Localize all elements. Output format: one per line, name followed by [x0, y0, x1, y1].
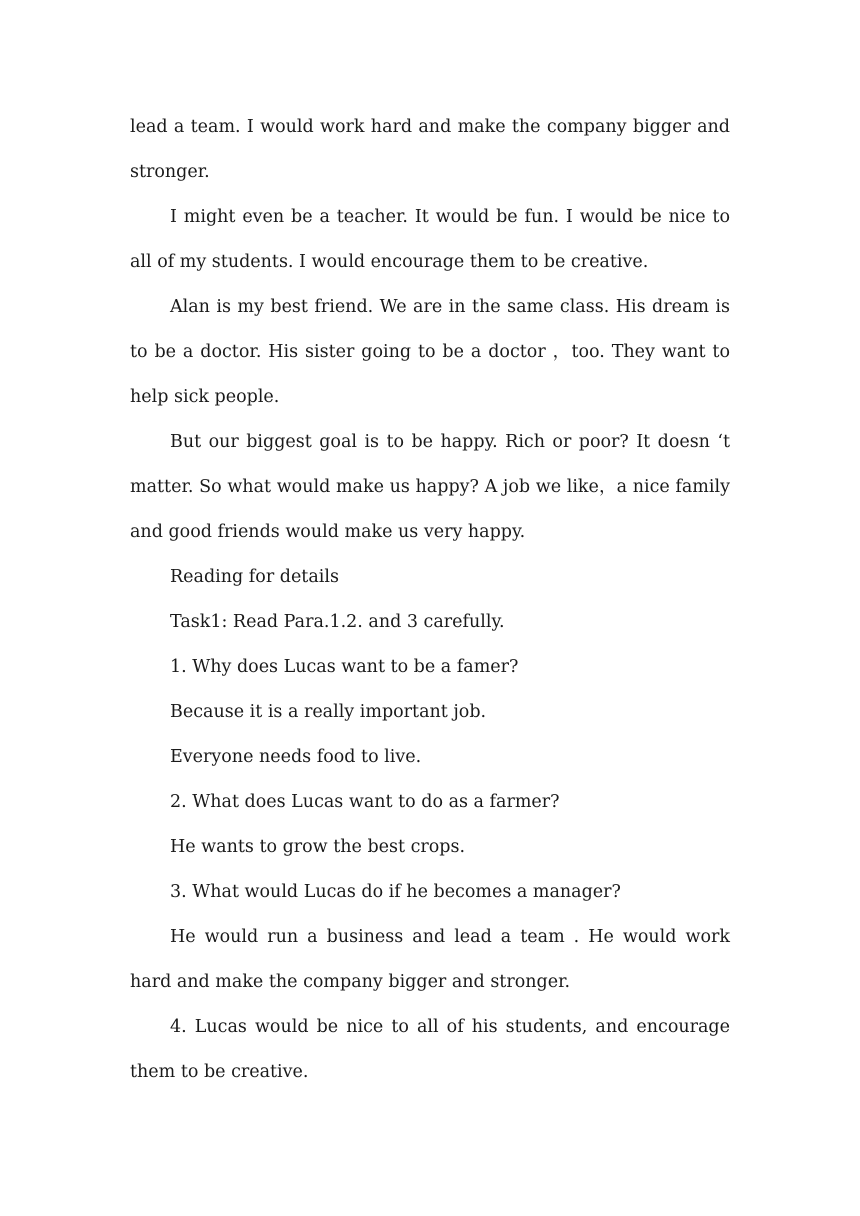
answer-1b: Everyone needs food to live.: [170, 747, 422, 767]
task-instruction: Task1: Read Para.1.2. and 3 carefully.: [170, 612, 505, 632]
paragraph-continuation: lead a team. I would work hard and make the company bigger and stronger.: [130, 117, 730, 182]
question-3: 3. What would Lucas do if he becomes a manager?: [170, 882, 621, 902]
question-2: 2. What does Lucas want to do as a farmer?: [170, 792, 560, 812]
paragraph-alan: Alan is my best friend. We are in the same class. His dream is to be a doctor. His sister going to be a doctor ，too. They want to help sick people.: [130, 297, 730, 407]
section-heading-reading: Reading for details: [170, 567, 339, 587]
answer-3: He would run a business and lead a team . He would work hard and make the company bigger and stronger.: [130, 927, 730, 992]
document-body: [130, 105, 730, 1095]
answer-1a: Because it is a really important job.: [170, 702, 487, 722]
paragraph-teacher: I might even be a teacher. It would be fun. I would be nice to all of my students. I would encourage them to be creative.: [130, 207, 730, 272]
answer-2: He wants to grow the best crops.: [170, 837, 466, 857]
paragraph-goal: But our biggest goal is to be happy. Rich or poor? It doesn ‘t matter. So what would make us happy? A job we like，a nice family and good friends would make us very happy.: [130, 432, 730, 542]
answer-4: 4. Lucas would be nice to all of his students, and encourage them to be creative.: [130, 1017, 730, 1082]
question-1: 1. Why does Lucas want to be a famer?: [170, 657, 519, 677]
